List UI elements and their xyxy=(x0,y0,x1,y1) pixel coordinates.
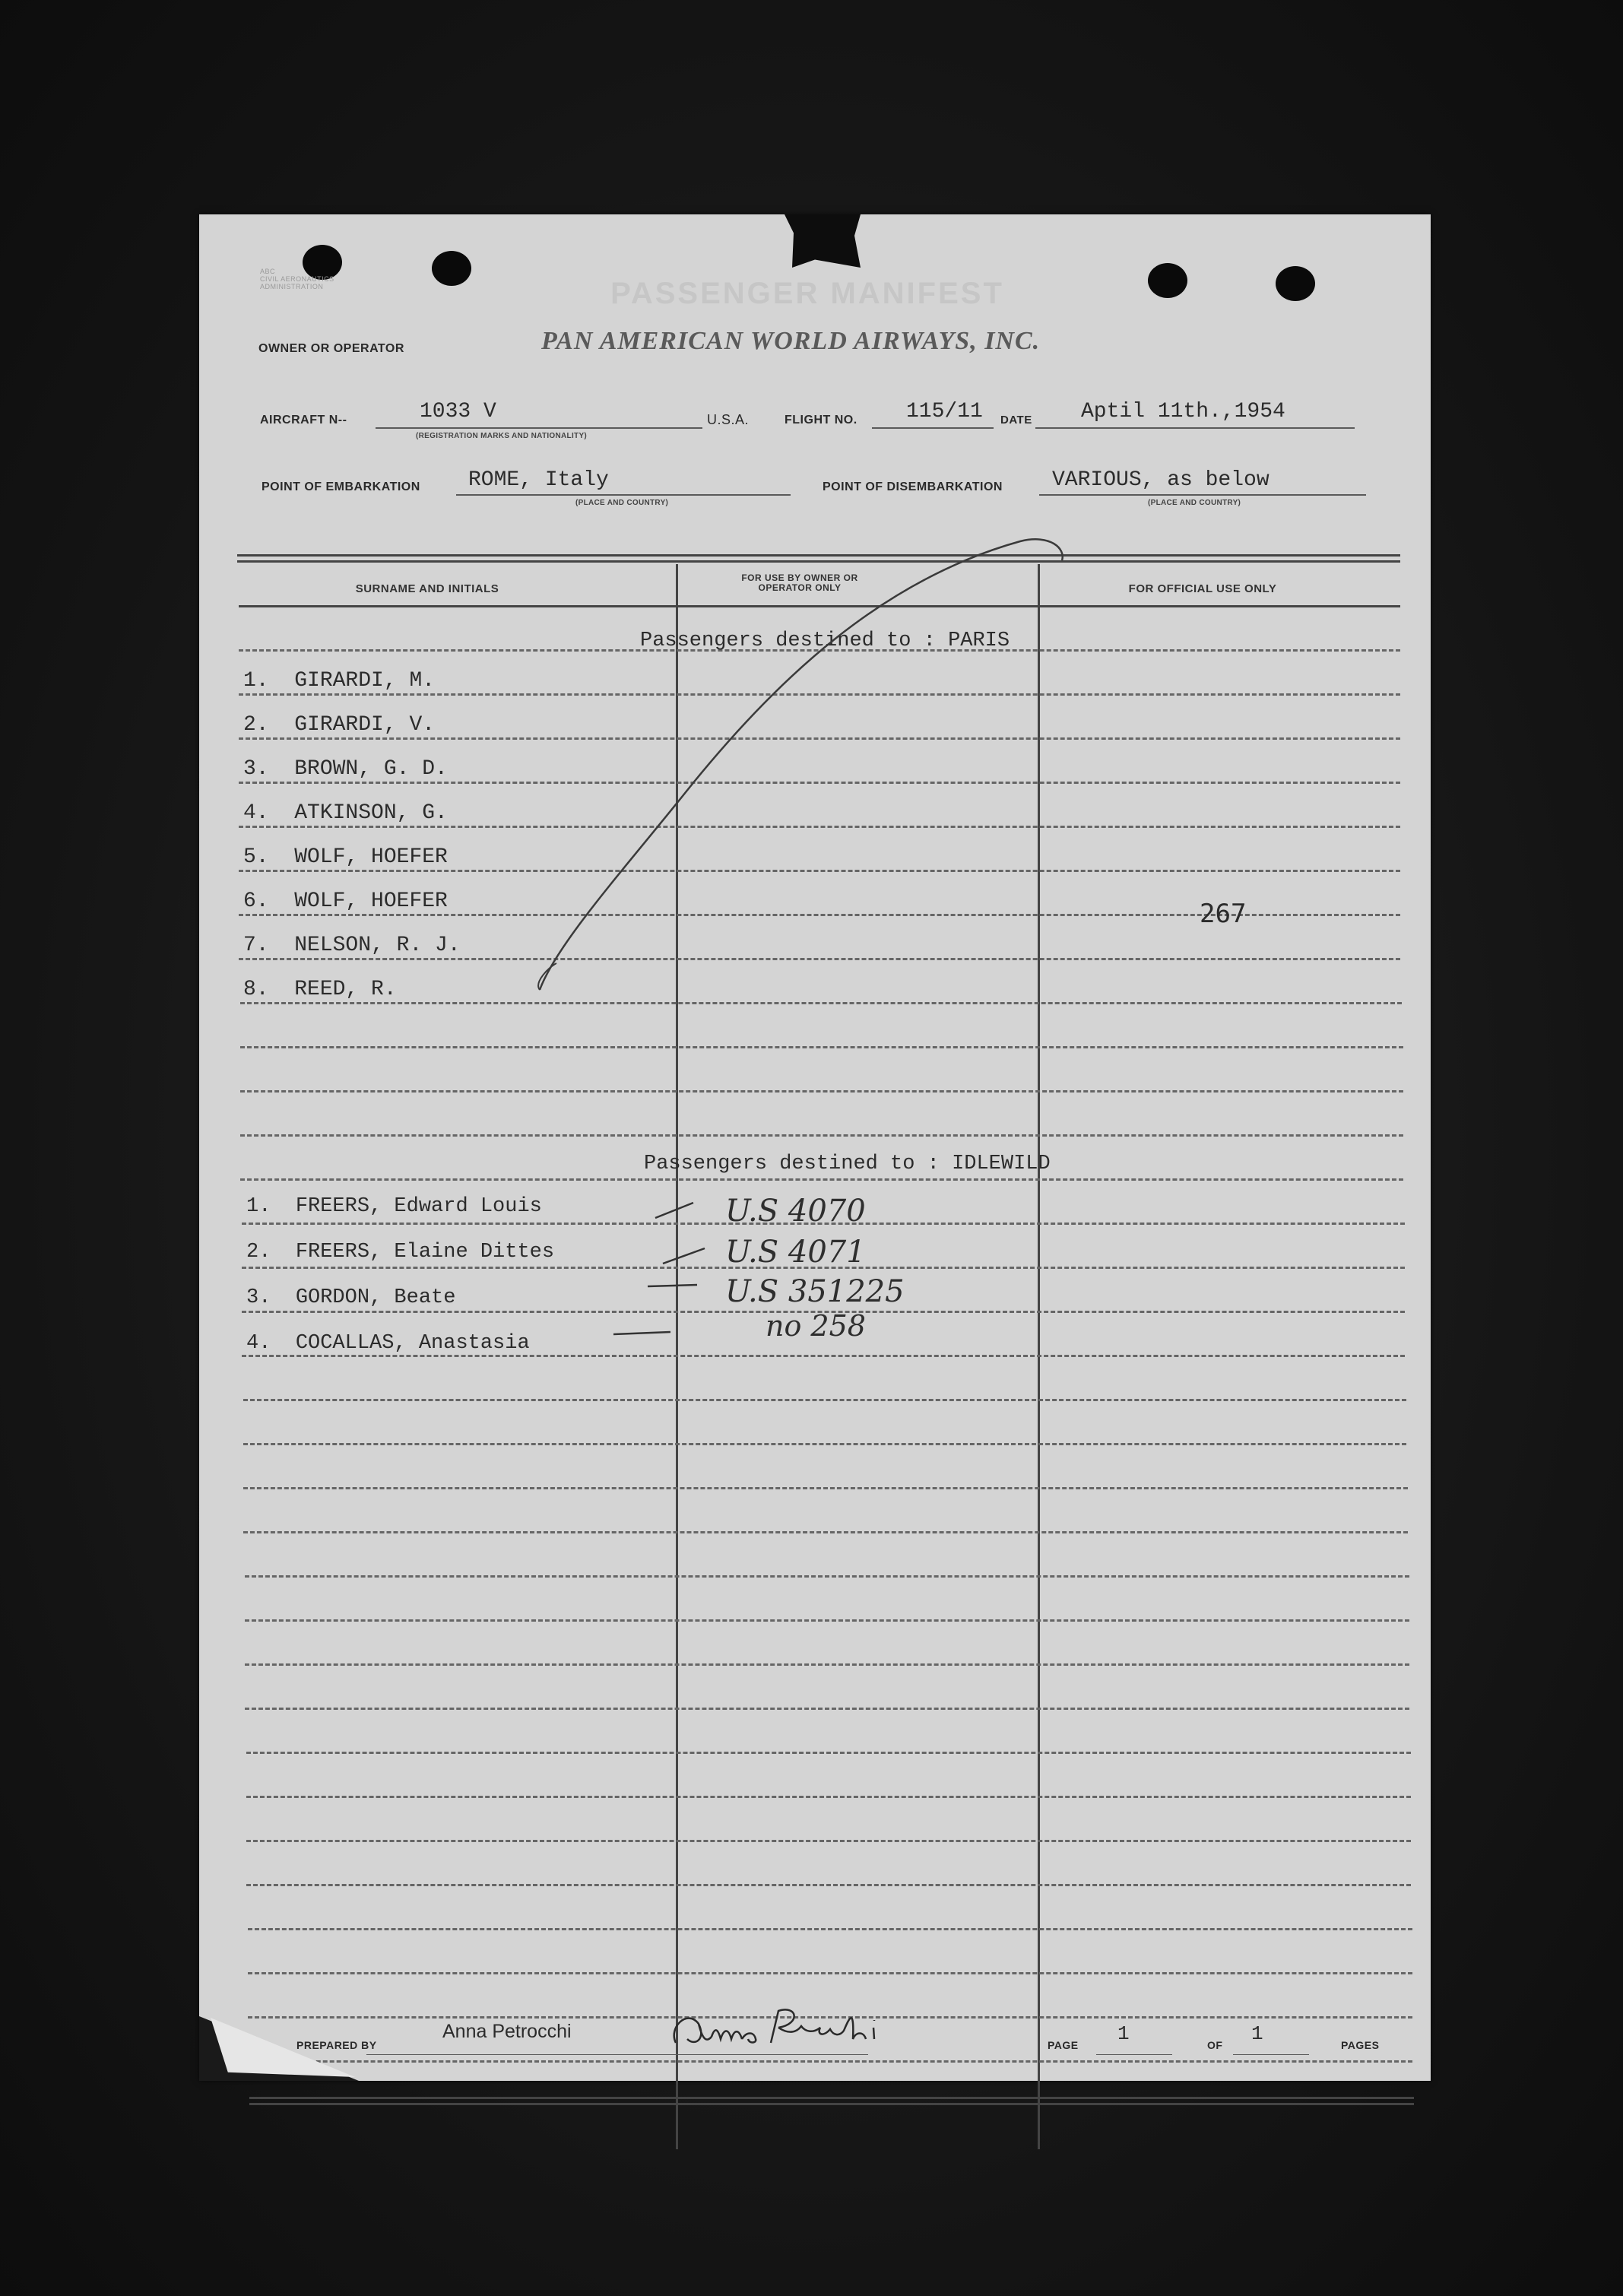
registration-note: (REGISTRATION MARKS AND NATIONALITY) xyxy=(416,432,588,440)
owner-note: U.S 351225 xyxy=(725,1274,905,1309)
signature xyxy=(664,1997,892,2058)
embarkation-label: POINT OF EMBARKATION xyxy=(262,480,420,493)
list-item: 1. FREERS, Edward Louis xyxy=(246,1195,542,1218)
flight-value: 115/11 xyxy=(906,400,983,423)
punch-hole xyxy=(432,251,471,286)
date-line xyxy=(1035,427,1355,429)
of-label: OF xyxy=(1207,2039,1223,2051)
flight-line xyxy=(872,427,994,429)
page-line xyxy=(1096,2054,1172,2055)
owner-note: no 258 xyxy=(766,1309,866,1343)
row-rule xyxy=(239,605,1400,607)
disembarkation-line xyxy=(1039,494,1366,496)
disembarkation-value: VARIOUS, as below xyxy=(1052,468,1270,492)
embarkation-note: (PLACE AND COUNTRY) xyxy=(575,499,669,507)
date-value: Aptil 11th.,1954 xyxy=(1081,400,1285,423)
total-pages: 1 xyxy=(1251,2022,1263,2045)
header-rule xyxy=(237,560,1400,563)
form-title: PASSENGER MANIFEST xyxy=(610,277,1004,310)
list-item: 3. GORDON, Beate xyxy=(246,1286,456,1309)
aircraft-label: AIRCRAFT N-- xyxy=(260,414,347,427)
list-item: 8. REED, R. xyxy=(243,978,397,1001)
owner-note: U.S 4070 xyxy=(725,1194,866,1229)
embarkation-line xyxy=(456,494,791,496)
manifest-sheet xyxy=(199,214,1431,2081)
list-item: 4. ATKINSON, G. xyxy=(243,801,448,825)
usa-label: U.S.A. xyxy=(707,412,750,427)
prepared-by: Anna Petrocchi xyxy=(442,2021,572,2042)
aircraft-line xyxy=(376,427,702,429)
page-number: 1 xyxy=(1117,2022,1130,2045)
page-label: PAGE xyxy=(1048,2039,1079,2051)
list-item: 3. BROWN, G. D. xyxy=(243,757,448,781)
header-rule xyxy=(237,554,1400,557)
footer-rule xyxy=(249,2103,1414,2105)
column-official-use: FOR OFFICIAL USE ONLY xyxy=(1128,582,1277,595)
torn-edge xyxy=(785,214,861,268)
punch-hole xyxy=(1276,266,1315,301)
pages-line xyxy=(1233,2054,1309,2055)
list-item: 2. GIRARDI, V. xyxy=(243,713,436,737)
owner-label: OWNER OR OPERATOR xyxy=(258,342,404,355)
disembarkation-label: POINT OF DISEMBARKATION xyxy=(823,480,1003,493)
list-item: 5. WOLF, HOEFER xyxy=(243,845,448,869)
pages-label: PAGES xyxy=(1341,2039,1380,2051)
embarkation-value: ROME, Italy xyxy=(468,468,609,492)
column-owner-use: FOR USE BY OWNER OR OPERATOR ONLY xyxy=(741,572,858,593)
list-item: 6. WOLF, HOEFER xyxy=(243,890,448,913)
prepared-label: PREPARED BY xyxy=(296,2039,377,2051)
footer-rule xyxy=(249,2097,1414,2099)
company-name: PAN AMERICAN WORLD AIRWAYS, INC. xyxy=(541,327,1041,355)
section-heading-paris: Passengers destined to : PARIS xyxy=(640,629,1010,652)
disembarkation-note: (PLACE AND COUNTRY) xyxy=(1148,499,1241,507)
column-surname: SURNAME AND INITIALS xyxy=(355,582,499,595)
owner-note: U.S 4071 xyxy=(725,1235,866,1270)
official-number: 267 xyxy=(1200,899,1247,929)
section-heading-idlewild: Passengers destined to : IDLEWILD xyxy=(644,1153,1051,1175)
aircraft-value: 1033 V xyxy=(420,400,496,423)
date-label: DATE xyxy=(1000,414,1032,427)
punch-hole xyxy=(1148,263,1187,298)
list-item: 2. FREERS, Elaine Dittes xyxy=(246,1241,555,1264)
form-stamp: ABC CIVIL AERONAUTICS ADMINISTRATION xyxy=(260,268,334,290)
flight-label: FLIGHT NO. xyxy=(785,414,857,427)
list-item: 7. NELSON, R. J. xyxy=(243,934,461,957)
list-item: 1. GIRARDI, M. xyxy=(243,669,436,693)
list-item: 4. COCALLAS, Anastasia xyxy=(246,1332,530,1355)
